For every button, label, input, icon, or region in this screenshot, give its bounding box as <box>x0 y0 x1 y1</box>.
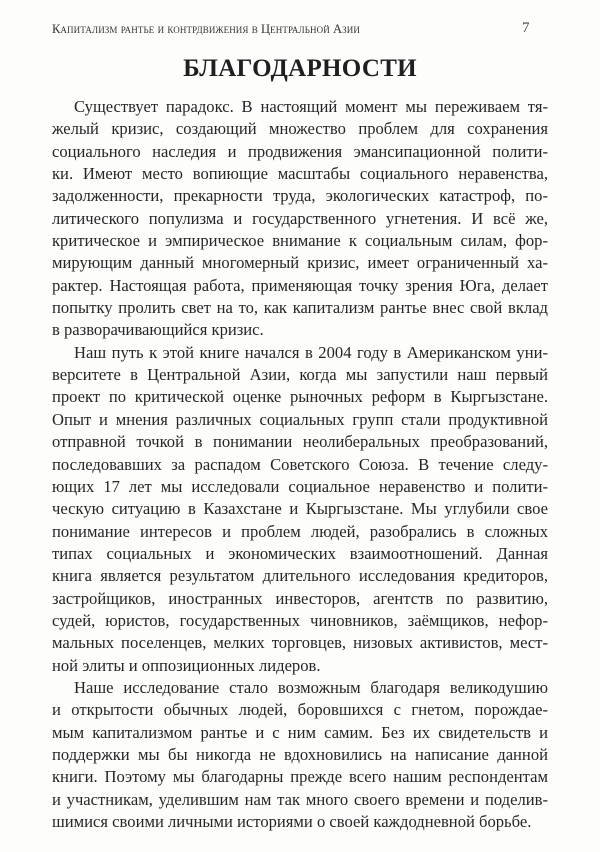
text-line <box>52 610 548 632</box>
text-line <box>52 409 548 431</box>
text-line-content: ческую ситуацию в Казахстане и Кыргызстане. Мы углубили свое <box>52 499 548 519</box>
text-line <box>52 364 548 386</box>
text-line <box>52 230 548 252</box>
body-text <box>52 96 548 833</box>
text-line-content: шимися своими личными историями о своей каждодневной борьбе. <box>52 812 532 831</box>
text-line-content: Опыт и мнения различных социальных групп стали продуктивной <box>52 409 548 429</box>
text-line-content: понимание интересов и проблем людей, разобрались в сложных <box>52 521 548 541</box>
text-line-content: поддержки мы бы никогда не вдохновились на написание данной <box>52 744 548 764</box>
text-line-content: судей, юристов, государственных чиновников, заёмщиков, нефор- <box>52 610 548 630</box>
text-line <box>52 118 548 140</box>
text-line-content: типах социальных и экономических взаимоотношений. Данная <box>52 543 548 563</box>
text-line-content: последовавших за распадом Советского Союза. В течение следу- <box>52 454 548 474</box>
text-line-content: литического популизма и государственного угнетения. И всё же, <box>52 208 548 228</box>
text-line-content: верситете в Центральной Азии, когда мы запустили наш первый <box>52 365 548 385</box>
text-line <box>52 163 548 185</box>
text-line-content: книги. Поэтому мы благодарны прежде всего нашим респондентам <box>52 767 548 787</box>
text-line <box>52 297 548 319</box>
text-line <box>52 632 548 654</box>
paragraph <box>52 96 548 342</box>
text-line <box>52 811 548 833</box>
paragraph <box>52 342 548 677</box>
text-line-content: ки. Имеют место вопиющие масштабы социального неравенства, <box>52 164 548 184</box>
text-line <box>52 141 548 163</box>
text-line-content: в разворачивающийся кризис. <box>52 320 264 340</box>
text-line <box>52 699 548 721</box>
text-line <box>52 677 548 699</box>
text-line <box>52 543 548 565</box>
text-line-content: критическое и эмпирическое внимание к социальным силам, фор- <box>52 231 548 251</box>
text-line <box>52 342 548 364</box>
text-line <box>52 185 548 207</box>
text-line-content: проект по критической оценке рыночных реформ в Кыргызстане. <box>52 387 548 407</box>
text-line <box>52 476 548 498</box>
text-line-content: рактер. Настоящая работа, применяющая точку зрения Юга, делает <box>52 275 548 295</box>
text-line <box>52 521 548 543</box>
text-line-content: попытку пролить свет на то, как капитализм рантье внес свой вклад <box>52 298 548 318</box>
text-line-content: отправной точкой в понимании неолиберальных преобразований, <box>52 432 548 452</box>
text-line-content: книга является результатом длительного исследования кредиторов, <box>52 566 548 586</box>
text-line-content: мирующим данный многомерный кризис, имеет ограниченный ха- <box>52 253 548 273</box>
text-line-content: ной элиты и оппозиционных лидеров. <box>52 655 321 675</box>
text-line <box>52 386 548 408</box>
text-line-content: желый кризис, создающий множество проблем для сохранения <box>52 119 548 139</box>
page-number: 7 <box>522 20 530 36</box>
text-line-content: и открытости обычных людей, боровшихся с гнетом, порождае- <box>52 700 548 720</box>
text-line <box>52 722 548 744</box>
text-line-content: и участникам, уделившим нам так много своего времени и поделив- <box>52 789 548 809</box>
text-line <box>52 498 548 520</box>
text-line-content: Наше исследование стало возможным благодаря великодушию <box>74 677 548 697</box>
text-line <box>52 655 548 677</box>
text-line <box>52 319 548 341</box>
text-line <box>52 588 548 610</box>
text-line-content: мальных поселенцев, мелких торговцев, низовых активистов, мест- <box>52 633 548 653</box>
text-line <box>52 431 548 453</box>
text-line <box>52 789 548 811</box>
text-line-content: ющих 17 лет мы исследовали социальное неравенство и полити- <box>52 476 548 496</box>
text-line <box>52 766 548 788</box>
running-header: Капитализм рантье и контрдвижения в Центральной Азии <box>52 22 360 36</box>
text-line-content: социального наследия и продвижения эмансипационной полити- <box>52 141 548 161</box>
text-line <box>52 252 548 274</box>
text-line <box>52 96 548 118</box>
text-line <box>52 275 548 297</box>
text-line <box>52 208 548 230</box>
text-line <box>52 565 548 587</box>
text-line-content: Наш путь к этой книге начался в 2004 году в Американском уни- <box>74 342 548 362</box>
text-line-content: задолженности, прекарности труда, экологических катастроф, по- <box>52 186 548 206</box>
text-line <box>52 744 548 766</box>
text-line-content: Существует парадокс. В настоящий момент мы переживаем тя- <box>74 97 548 116</box>
page-title: БЛАГОДАРНОСТИ <box>183 55 417 82</box>
text-line-content: застройщиков, иностранных инвесторов, агентств по развитию, <box>52 588 548 608</box>
text-line <box>52 454 548 476</box>
paragraph <box>52 677 548 833</box>
text-line-content: мым капитализмом рантье и с ним самим. Без их свидетельств и <box>52 722 548 742</box>
